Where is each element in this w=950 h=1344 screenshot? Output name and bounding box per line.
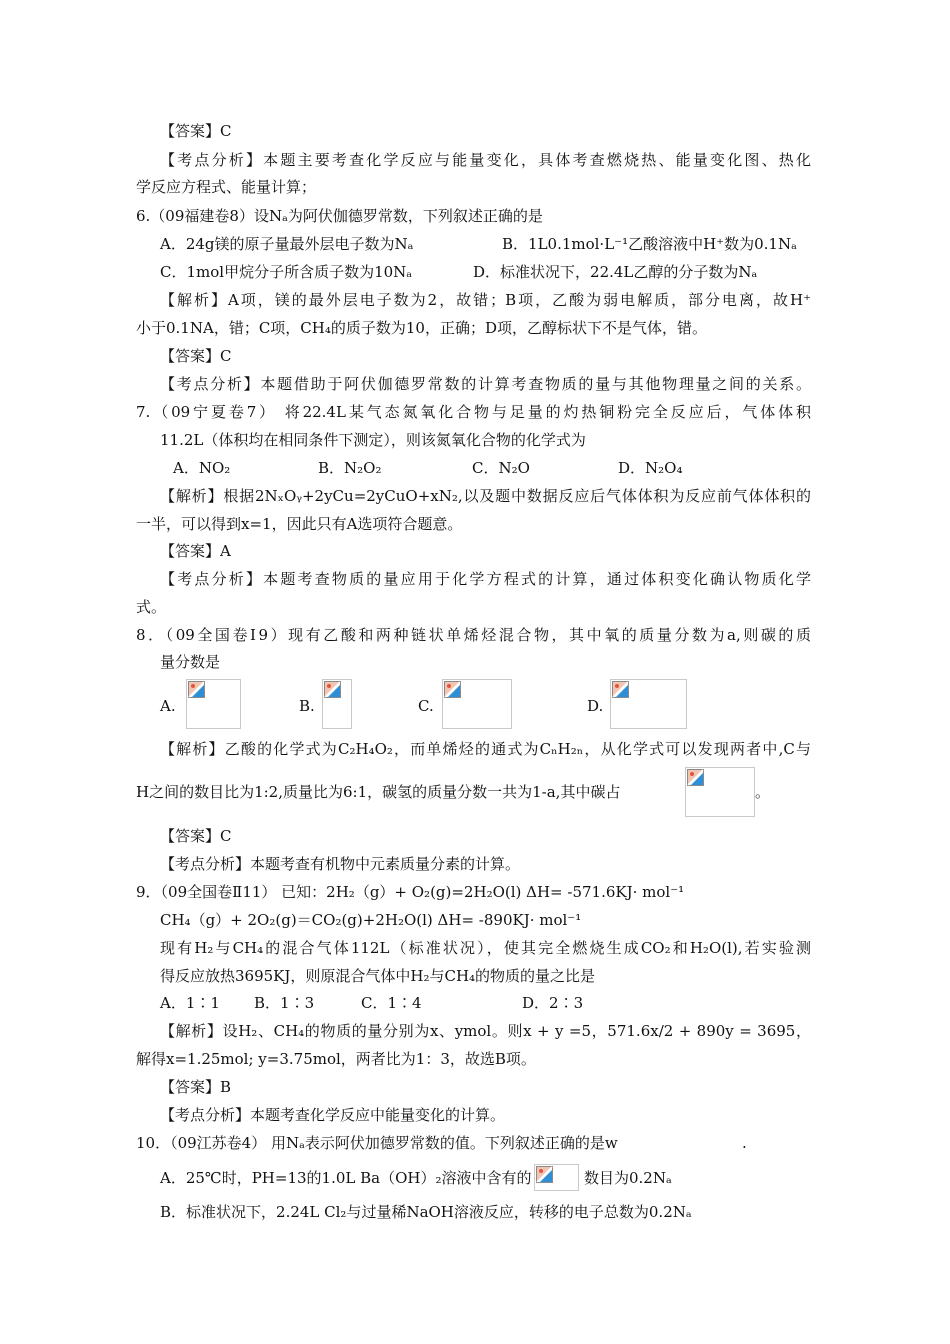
q10-option-a-formula-image: [534, 1164, 579, 1191]
q7-analysis: 【考点分析】本题考查物质的量应用于化学方程式的计算，通过体积变化确认物质化学: [160, 570, 811, 588]
q6-stem: 6.（09福建卷8）设Nₐ为阿伏伽德罗常数，下列叙述正确的是: [136, 207, 543, 225]
q9-analysis: 【考点分析】本题考查化学反应中能量变化的计算。: [160, 1106, 506, 1124]
q9-option-a: A．1∶1: [160, 994, 220, 1012]
q9-answer: 【答案】B: [160, 1078, 232, 1096]
q5-analysis-cont: 学反应方程式、能量计算；: [136, 178, 317, 196]
q9-solution-cont: 解得x=1.25mol; y=3.75mol，两者比为1：3，故选B项。: [136, 1050, 536, 1068]
q7-option-d: D．N₂O₄: [618, 459, 683, 477]
q10-option-a: A．25℃时，PH=13的1.0L Ba（OH）₂溶液中含有的: [160, 1169, 532, 1187]
q9-option-d: D．2∶3: [522, 994, 584, 1012]
q8-option-a-formula-image: [186, 679, 241, 729]
q8-stem-cont: 量分数是: [160, 653, 221, 671]
q7-option-c: C．N₂O: [472, 459, 530, 477]
q8-option-b-formula-image: [322, 679, 352, 729]
q9-option-c: C．1∶4: [361, 994, 422, 1012]
q8-answer: 【答案】C: [160, 827, 232, 845]
q8-option-d-formula-image: [610, 679, 687, 729]
broken-image-icon: [612, 681, 629, 698]
q7-option-a: A．NO₂: [173, 459, 231, 477]
q6-solution: 【解析】A项，镁的最外层电子数为2，故错；B项，乙酸为弱电解质，部分电离，故H⁺: [160, 291, 811, 309]
q8-option-a: A.: [160, 697, 176, 715]
q8-stem: 8．（09全国卷Ⅰ9）现有乙酸和两种链状单烯烃混合物，其中氧的质量分数为a,则碳的质: [136, 626, 811, 644]
q9-stem: 9．（09全国卷Ⅱ11） 已知：2H₂（g）+ O₂(g)=2H₂O(l) ΔH= -571.6KJ· mol⁻¹: [136, 883, 685, 901]
q9-option-b: B．1∶3: [254, 994, 315, 1012]
q10-option-a-end: 数目为0.2Nₐ: [584, 1169, 672, 1187]
q6-option-d: D．标准状况下，22.4L乙醇的分子数为Nₐ: [473, 263, 758, 281]
q9-stem-cont: 现有H₂与CH₄的混合气体112L（标准状况），使其完全燃烧生成CO₂和H₂O(l),若实验测: [160, 939, 811, 957]
q6-option-a: A．24g镁的原子量最外层电子数为Nₐ: [160, 235, 414, 253]
q8-option-c: C.: [418, 697, 434, 715]
q7-solution: 【解析】根据2NₓOᵧ+2yCu=2yCuO+xN₂,以及题中数据反应后气体体积为反应前气体体积的: [160, 487, 811, 505]
q10-stem: 10．（09江苏卷4） 用Nₐ表示阿伏加德罗常数的值。下列叙述正确的是w: [136, 1134, 618, 1152]
q5-answer: 【答案】C: [160, 122, 232, 140]
q6-solution-cont: 小于0.1NA，错；C项，CH₄的质子数为10，正确；D项，乙醇标状下不是气体，错。: [136, 319, 707, 337]
q6-option-c: C．1mol甲烷分子所含质子数为10Nₐ: [160, 263, 413, 281]
broken-image-icon: [687, 769, 704, 786]
q10-option-b: B．标准状况下，2.24L Cl₂与过量稀NaOH溶液反应，转移的电子总数为0.2Nₐ: [160, 1203, 692, 1221]
q7-answer: 【答案】A: [160, 542, 231, 560]
q5-analysis: 【考点分析】本题主要考查化学反应与能量变化，具体考查燃烧热、能量变化图、热化: [160, 151, 811, 169]
q8-option-b: B.: [299, 697, 315, 715]
q9-solution: 【解析】设H₂、CH₄的物质的量分别为x、ymol。则x + y =5，571.6x/2 + 890y = 3695，: [160, 1022, 811, 1040]
q7-stem: 7.（09宁夏卷7） 将22.4L某气态氮氧化合物与足量的灼热铜粉完全反应后，气体体积: [136, 403, 811, 421]
broken-image-icon: [188, 681, 205, 698]
q7-stem-cont: 11.2L（体积均在相同条件下测定），则该氮氧化合物的化学式为: [160, 431, 586, 449]
q8-option-d: D.: [587, 697, 604, 715]
q6-analysis: 【考点分析】本题借助于阿伏伽德罗常数的计算考查物质的量与其他物理量之间的关系。: [160, 375, 811, 393]
q7-analysis-cont: 式。: [136, 598, 167, 616]
q7-option-b: B．N₂O₂: [318, 459, 382, 477]
q9-stem-cont2: 得反应放热3695KJ，则原混合气体中H₂与CH₄的物质的量之比是: [160, 967, 596, 985]
q8-solution-cont: H之间的数目比为1:2,质量比为6:1，碳氢的质量分数一共为1-a,其中碳占: [136, 783, 621, 801]
q6-answer: 【答案】C: [160, 347, 232, 365]
q8-option-c-formula-image: [442, 679, 512, 729]
q7-solution-cont: 一半，可以得到x=1，因此只有A选项符合题意。: [136, 515, 463, 533]
q8-solution-end: 。: [755, 783, 771, 801]
broken-image-icon: [444, 681, 461, 698]
broken-image-icon: [536, 1166, 553, 1183]
q9-equation-2: CH₄（g）+ 2O₂(g)＝CO₂(g)+2H₂O(l) ΔH= -890KJ· mol⁻¹: [160, 911, 582, 929]
q8-solution: 【解析】乙酸的化学式为C₂H₄O₂，而单烯烃的通式为CₙH₂ₙ，从化学式可以发现两者中,C与: [160, 740, 811, 758]
broken-image-icon: [324, 681, 341, 698]
q6-option-b: B．1L0.1mol·L⁻¹乙酸溶液中H⁺数为0.1Nₐ: [502, 235, 797, 253]
q10-stem-end: .: [742, 1134, 747, 1152]
q8-solution-formula-image: [685, 767, 755, 817]
q8-analysis: 【考点分析】本题考查有机物中元素质量分素的计算。: [160, 855, 521, 873]
